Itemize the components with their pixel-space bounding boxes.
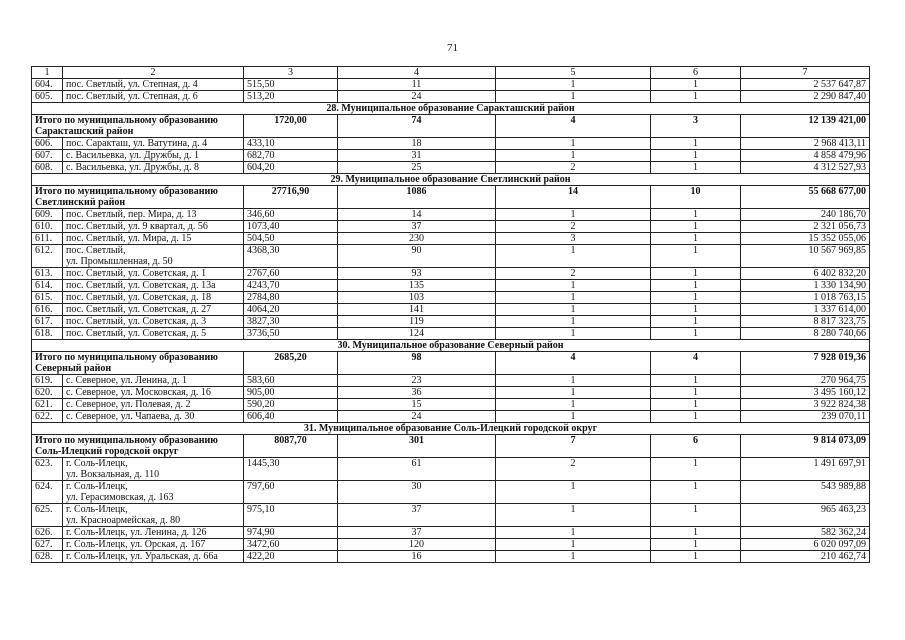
row-number: 618. <box>32 328 63 340</box>
row-residents: 24 <box>338 91 496 103</box>
row-cost: 1 018 763,15 <box>741 292 870 304</box>
subtotal-label: Итого по муниципальному образованию Саракташский район <box>32 115 244 138</box>
row-cost: 240 186,70 <box>741 209 870 221</box>
row-number: 615. <box>32 292 63 304</box>
table-row <box>32 268 870 280</box>
column-number-row <box>32 67 870 79</box>
row-col-6: 1 <box>651 411 741 423</box>
row-number: 623. <box>32 458 63 481</box>
row-col-6: 1 <box>651 539 741 551</box>
row-area: 3472,60 <box>244 539 338 551</box>
subtotal-row <box>32 115 870 138</box>
row-address <box>63 551 244 563</box>
row-number: 626. <box>32 527 63 539</box>
row-address <box>63 292 244 304</box>
page-number: 71 <box>447 42 458 54</box>
row-number: 614. <box>32 280 63 292</box>
row-address <box>63 162 244 174</box>
address-line: пос. Светлый, пер. Мира, д. 13 <box>66 209 197 220</box>
row-number: 628. <box>32 551 63 563</box>
table-row <box>32 387 870 399</box>
total-area: 8087,70 <box>244 435 338 458</box>
total-area: 27716,90 <box>244 186 338 209</box>
row-address <box>63 458 244 481</box>
row-col-5: 1 <box>496 399 651 411</box>
subtotal-row <box>32 435 870 458</box>
address-line: пос. Светлый, ул. Советская, д. 27 <box>66 304 212 315</box>
total-col-5: 7 <box>496 435 651 458</box>
row-cost: 4 312 527,93 <box>741 162 870 174</box>
row-address <box>63 209 244 221</box>
address-line: г. Соль-Илецк, ул. Ленина, д. 126 <box>66 527 207 538</box>
row-cost: 2 537 647,87 <box>741 79 870 91</box>
row-area: 4064,20 <box>244 304 338 316</box>
row-col-6: 1 <box>651 316 741 328</box>
total-area: 1720,00 <box>244 115 338 138</box>
column-number-1: 1 <box>32 67 63 79</box>
row-address <box>63 316 244 328</box>
total-col-6: 3 <box>651 115 741 138</box>
address-line: с. Северное, ул. Московская, д. 16 <box>66 387 211 398</box>
table-row <box>32 292 870 304</box>
row-area: 590,20 <box>244 399 338 411</box>
address-line: г. Соль-Илецк, <box>66 504 128 515</box>
row-address <box>63 233 244 245</box>
row-residents: 18 <box>338 138 496 150</box>
total-col-6: 10 <box>651 186 741 209</box>
section-title: 31. Муниципальное образование Соль-Илецкий городской округ <box>32 423 870 435</box>
row-cost: 965 463,23 <box>741 504 870 527</box>
row-area: 583,60 <box>244 375 338 387</box>
row-area: 604,20 <box>244 162 338 174</box>
row-residents: 135 <box>338 280 496 292</box>
row-residents: 93 <box>338 268 496 280</box>
section-title: 30. Муниципальное образование Северный район <box>32 340 870 352</box>
row-number: 609. <box>32 209 63 221</box>
row-col-6: 1 <box>651 504 741 527</box>
table-body <box>32 67 870 563</box>
row-residents: 37 <box>338 221 496 233</box>
row-area: 3827,30 <box>244 316 338 328</box>
address-line: г. Соль-Илецк, ул. Орская, д. 167 <box>66 539 206 550</box>
row-col-6: 1 <box>651 304 741 316</box>
address-line: ул. Красноармейская, д. 80 <box>66 515 181 526</box>
row-residents: 141 <box>338 304 496 316</box>
row-residents: 11 <box>338 79 496 91</box>
row-residents: 37 <box>338 504 496 527</box>
table-row <box>32 280 870 292</box>
row-col-5: 1 <box>496 79 651 91</box>
address-line: с. Северное, ул. Чапаева, д. 30 <box>66 411 195 422</box>
column-number-2: 2 <box>63 67 244 79</box>
table-row <box>32 375 870 387</box>
table-row <box>32 91 870 103</box>
address-line: пос. Светлый, ул. Степная, д. 6 <box>66 91 198 102</box>
row-residents: 124 <box>338 328 496 340</box>
row-col-6: 1 <box>651 387 741 399</box>
total-cost: 55 668 677,00 <box>741 186 870 209</box>
row-address <box>63 539 244 551</box>
row-address <box>63 280 244 292</box>
table-row <box>32 316 870 328</box>
column-number-6: 6 <box>651 67 741 79</box>
row-col-5: 1 <box>496 551 651 563</box>
row-address <box>63 399 244 411</box>
address-line: г. Соль-Илецк, <box>66 481 128 492</box>
row-address <box>63 138 244 150</box>
row-cost: 2 290 847,40 <box>741 91 870 103</box>
table-row <box>32 504 870 527</box>
table-row <box>32 527 870 539</box>
address-line: пос. Светлый, ул. Советская, д. 5 <box>66 328 207 339</box>
row-cost: 8 817 323,75 <box>741 316 870 328</box>
row-residents: 103 <box>338 292 496 304</box>
row-cost: 270 964,75 <box>741 375 870 387</box>
row-address <box>63 221 244 233</box>
row-col-6: 1 <box>651 245 741 268</box>
table-row <box>32 481 870 504</box>
row-cost: 6 402 832,20 <box>741 268 870 280</box>
row-residents: 37 <box>338 527 496 539</box>
row-col-6: 1 <box>651 481 741 504</box>
row-cost: 15 352 055,06 <box>741 233 870 245</box>
row-area: 1445,30 <box>244 458 338 481</box>
row-address <box>63 375 244 387</box>
row-address <box>63 527 244 539</box>
row-cost: 1 491 697,91 <box>741 458 870 481</box>
address-line: пос. Светлый, ул. 9 квартал, д. 56 <box>66 221 208 232</box>
row-residents: 30 <box>338 481 496 504</box>
row-address <box>63 481 244 504</box>
address-line: ул. Вокзальная, д. 110 <box>66 469 160 480</box>
row-area: 433,10 <box>244 138 338 150</box>
row-area: 975,10 <box>244 504 338 527</box>
row-col-5: 3 <box>496 233 651 245</box>
row-col-5: 1 <box>496 91 651 103</box>
row-col-5: 1 <box>496 328 651 340</box>
section-heading-row <box>32 340 870 352</box>
row-address <box>63 91 244 103</box>
address-line: г. Соль-Илецк, ул. Уральская, д. 66а <box>66 551 218 562</box>
row-number: 608. <box>32 162 63 174</box>
subtotal-label: Итого по муниципальному образованию Светлинский район <box>32 186 244 209</box>
row-col-6: 1 <box>651 209 741 221</box>
row-residents: 15 <box>338 399 496 411</box>
row-col-5: 1 <box>496 387 651 399</box>
column-number-4: 4 <box>338 67 496 79</box>
row-col-6: 1 <box>651 292 741 304</box>
row-cost: 1 330 134,90 <box>741 280 870 292</box>
row-col-5: 1 <box>496 539 651 551</box>
section-heading-row <box>32 103 870 115</box>
row-cost: 582 362,24 <box>741 527 870 539</box>
row-col-6: 1 <box>651 79 741 91</box>
total-cost: 7 928 019,36 <box>741 352 870 375</box>
row-col-6: 1 <box>651 399 741 411</box>
row-residents: 24 <box>338 411 496 423</box>
subtotal-label: Итого по муниципальному образованию Соль-Илецкий городской округ <box>32 435 244 458</box>
row-number: 621. <box>32 399 63 411</box>
row-number: 610. <box>32 221 63 233</box>
row-col-5: 1 <box>496 245 651 268</box>
table-row <box>32 162 870 174</box>
total-area: 2685,20 <box>244 352 338 375</box>
row-address <box>63 387 244 399</box>
total-residents: 98 <box>338 352 496 375</box>
address-line: ул. Промышленная, д. 50 <box>66 256 173 267</box>
row-number: 604. <box>32 79 63 91</box>
table-row <box>32 209 870 221</box>
row-cost: 2 968 413,11 <box>741 138 870 150</box>
total-residents: 1086 <box>338 186 496 209</box>
row-col-5: 1 <box>496 481 651 504</box>
row-residents: 16 <box>338 551 496 563</box>
row-area: 797,60 <box>244 481 338 504</box>
row-address <box>63 304 244 316</box>
row-area: 515,50 <box>244 79 338 91</box>
row-area: 682,70 <box>244 150 338 162</box>
address-line: пос. Светлый, ул. Советская, д. 1 <box>66 268 207 279</box>
row-residents: 61 <box>338 458 496 481</box>
table-row <box>32 539 870 551</box>
row-residents: 119 <box>338 316 496 328</box>
total-col-5: 4 <box>496 352 651 375</box>
row-col-5: 1 <box>496 292 651 304</box>
row-residents: 14 <box>338 209 496 221</box>
row-cost: 10 567 969,85 <box>741 245 870 268</box>
row-number: 627. <box>32 539 63 551</box>
row-area: 4243,70 <box>244 280 338 292</box>
row-address <box>63 504 244 527</box>
table-row <box>32 399 870 411</box>
row-number: 613. <box>32 268 63 280</box>
row-col-5: 1 <box>496 316 651 328</box>
total-cost: 12 139 421,00 <box>741 115 870 138</box>
table-row <box>32 304 870 316</box>
subtotal-label: Итого по муниципальному образованию Северный район <box>32 352 244 375</box>
address-line: пос. Светлый, ул. Степная, д. 4 <box>66 79 198 90</box>
row-col-5: 1 <box>496 150 651 162</box>
row-address <box>63 268 244 280</box>
housing-register-table <box>31 66 870 563</box>
subtotal-row <box>32 352 870 375</box>
row-col-5: 1 <box>496 504 651 527</box>
row-number: 619. <box>32 375 63 387</box>
row-number: 616. <box>32 304 63 316</box>
table-row <box>32 233 870 245</box>
table-row <box>32 551 870 563</box>
row-cost: 8 280 740,66 <box>741 328 870 340</box>
row-col-6: 1 <box>651 221 741 233</box>
section-heading-row <box>32 423 870 435</box>
address-line: с. Северное, ул. Ленина, д. 1 <box>66 375 187 386</box>
row-address <box>63 150 244 162</box>
table-row <box>32 328 870 340</box>
row-col-5: 2 <box>496 221 651 233</box>
row-residents: 31 <box>338 150 496 162</box>
row-col-5: 1 <box>496 138 651 150</box>
row-col-5: 2 <box>496 268 651 280</box>
total-residents: 301 <box>338 435 496 458</box>
column-number-3: 3 <box>244 67 338 79</box>
row-number: 606. <box>32 138 63 150</box>
row-residents: 230 <box>338 233 496 245</box>
row-residents: 23 <box>338 375 496 387</box>
row-cost: 6 020 097,09 <box>741 539 870 551</box>
row-cost: 210 462,74 <box>741 551 870 563</box>
row-number: 605. <box>32 91 63 103</box>
address-line: с. Северное, ул. Полевая, д. 2 <box>66 399 191 410</box>
total-col-5: 14 <box>496 186 651 209</box>
row-area: 905,00 <box>244 387 338 399</box>
row-number: 624. <box>32 481 63 504</box>
total-col-6: 4 <box>651 352 741 375</box>
row-number: 625. <box>32 504 63 527</box>
total-col-6: 6 <box>651 435 741 458</box>
row-col-6: 1 <box>651 91 741 103</box>
table-row <box>32 150 870 162</box>
row-area: 2784,80 <box>244 292 338 304</box>
row-residents: 25 <box>338 162 496 174</box>
row-col-5: 1 <box>496 375 651 387</box>
row-cost: 543 989,88 <box>741 481 870 504</box>
row-address <box>63 245 244 268</box>
row-col-5: 2 <box>496 458 651 481</box>
row-col-5: 1 <box>496 527 651 539</box>
section-title: 28. Муниципальное образование Саракташский район <box>32 103 870 115</box>
row-col-5: 1 <box>496 209 651 221</box>
subtotal-row <box>32 186 870 209</box>
row-col-6: 1 <box>651 138 741 150</box>
column-number-5: 5 <box>496 67 651 79</box>
table-row <box>32 221 870 233</box>
total-residents: 74 <box>338 115 496 138</box>
row-address <box>63 411 244 423</box>
address-line: пос. Светлый, ул. Советская, д. 13а <box>66 280 216 291</box>
row-number: 611. <box>32 233 63 245</box>
row-number: 617. <box>32 316 63 328</box>
section-title: 29. Муниципальное образование Светлинский район <box>32 174 870 186</box>
row-area: 346,60 <box>244 209 338 221</box>
row-col-6: 1 <box>651 328 741 340</box>
table-row <box>32 458 870 481</box>
row-area: 504,50 <box>244 233 338 245</box>
row-col-5: 1 <box>496 304 651 316</box>
row-number: 620. <box>32 387 63 399</box>
row-col-6: 1 <box>651 375 741 387</box>
row-area: 513,20 <box>244 91 338 103</box>
table-row <box>32 245 870 268</box>
row-col-6: 1 <box>651 527 741 539</box>
row-col-6: 1 <box>651 150 741 162</box>
row-cost: 3 495 160,12 <box>741 387 870 399</box>
row-col-5: 1 <box>496 411 651 423</box>
row-cost: 4 858 479,96 <box>741 150 870 162</box>
row-residents: 90 <box>338 245 496 268</box>
row-cost: 1 337 614,00 <box>741 304 870 316</box>
address-line: пос. Светлый, ул. Советская, д. 3 <box>66 316 207 327</box>
address-line: с. Васильевка, ул. Дружбы, д. 8 <box>66 162 199 173</box>
column-number-7: 7 <box>741 67 870 79</box>
row-residents: 36 <box>338 387 496 399</box>
row-col-6: 1 <box>651 268 741 280</box>
row-cost: 2 321 056,73 <box>741 221 870 233</box>
row-col-5: 2 <box>496 162 651 174</box>
table-row <box>32 79 870 91</box>
row-area: 1073,40 <box>244 221 338 233</box>
row-col-6: 1 <box>651 233 741 245</box>
table-row <box>32 411 870 423</box>
row-col-6: 1 <box>651 458 741 481</box>
row-col-6: 1 <box>651 280 741 292</box>
row-col-6: 1 <box>651 162 741 174</box>
row-area: 422,20 <box>244 551 338 563</box>
row-area: 974,90 <box>244 527 338 539</box>
row-col-5: 1 <box>496 280 651 292</box>
address-line: пос. Светлый, <box>66 245 126 256</box>
section-heading-row <box>32 174 870 186</box>
row-col-6: 1 <box>651 551 741 563</box>
total-cost: 9 814 073,09 <box>741 435 870 458</box>
row-cost: 3 922 824,38 <box>741 399 870 411</box>
address-line: пос. Саракташ, ул. Ватутина, д. 4 <box>66 138 208 149</box>
table-row <box>32 138 870 150</box>
row-area: 4368,30 <box>244 245 338 268</box>
row-address <box>63 328 244 340</box>
address-line: г. Соль-Илецк, <box>66 458 128 469</box>
row-number: 622. <box>32 411 63 423</box>
row-address <box>63 79 244 91</box>
row-cost: 239 070,11 <box>741 411 870 423</box>
address-line: пос. Светлый, ул. Мира, д. 15 <box>66 233 192 244</box>
row-number: 607. <box>32 150 63 162</box>
address-line: с. Васильевка, ул. Дружбы, д. 1 <box>66 150 199 161</box>
address-line: ул. Герасимовская, д. 163 <box>66 492 174 503</box>
row-area: 606,40 <box>244 411 338 423</box>
row-area: 2767,60 <box>244 268 338 280</box>
row-number: 612. <box>32 245 63 268</box>
row-area: 3736,50 <box>244 328 338 340</box>
address-line: пос. Светлый, ул. Советская, д. 18 <box>66 292 212 303</box>
total-col-5: 4 <box>496 115 651 138</box>
row-residents: 120 <box>338 539 496 551</box>
